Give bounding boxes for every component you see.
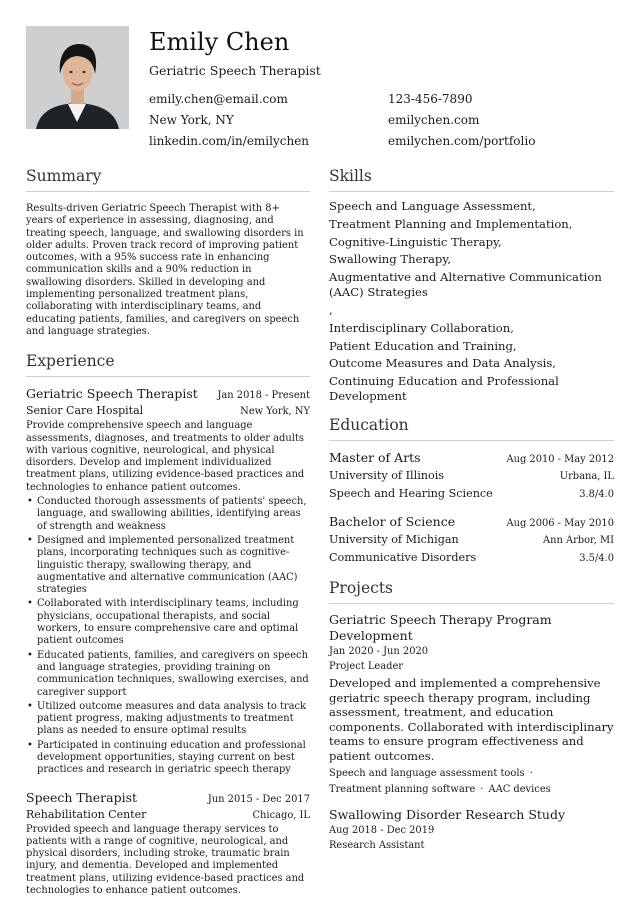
contact-email[interactable]: emily.chen@email.com bbox=[149, 92, 288, 106]
skill-item: Patient Education and Training, bbox=[329, 338, 517, 353]
contact-portfolio[interactable]: emilychen.com/portfolio bbox=[388, 134, 536, 148]
education-heading: Education bbox=[329, 415, 614, 441]
job-dates: Jun 2015 - Dec 2017 bbox=[207, 793, 310, 805]
project-tool: Speech and language assessment tools bbox=[329, 768, 525, 780]
project-tools bbox=[329, 766, 614, 798]
contact-website[interactable]: emilychen.com bbox=[388, 113, 480, 127]
edu-school: University of Illinois bbox=[329, 469, 445, 483]
job-bullet: • Participated in continuing education and professional development opportunities, staying current on best practices and research in geriatric speech therapy bbox=[26, 740, 310, 777]
job-bullet: • Designed and implemented personalized treatment plans, incorporating techniques such as cognitive-linguistic therapy, swallowing therapy, and augmentative and alternative communication (AAC) strategies bbox=[26, 535, 310, 596]
skill-item: Cognitive-Linguistic Therapy, bbox=[329, 234, 502, 249]
job-bullet: • Utilized outcome measures and data analysis to track patient progress, making adjustments to treatment plans as needed to ensure optimal results bbox=[26, 701, 310, 738]
left-column bbox=[26, 166, 310, 897]
edu-degree: Master of Arts bbox=[329, 450, 421, 466]
contact-linkedin[interactable]: linkedin.com/in/emilychen bbox=[149, 134, 310, 148]
skill-item: , bbox=[329, 302, 333, 317]
job-entry bbox=[26, 385, 310, 776]
edu-gpa: 3.5/4.0 bbox=[579, 553, 614, 565]
projects-heading: Projects bbox=[329, 578, 614, 604]
skills-heading: Skills bbox=[329, 166, 614, 192]
job-bullet: • Collaborated with interdisciplinary teams, including physicians, occupational therapists, and social workers, to ensure comprehensive care and optimal patient outcomes bbox=[26, 598, 310, 647]
project-entry bbox=[329, 612, 614, 798]
edu-field: Communicative Disorders bbox=[329, 551, 477, 565]
separator-dot: · bbox=[480, 784, 484, 796]
job-company: Rehabilitation Center bbox=[26, 807, 147, 821]
job-title: Geriatric Speech Therapist bbox=[26, 386, 198, 402]
job-location: New York, NY bbox=[240, 406, 310, 418]
job-location: Chicago, IL bbox=[252, 809, 310, 821]
job-company: Senior Care Hospital bbox=[26, 404, 144, 418]
edu-gpa: 3.8/4.0 bbox=[579, 489, 614, 501]
job-bullet: • Educated patients, families, and caregivers on speech and language strategies, providing training on communication techniques, swallowing exercises, and caregiver support bbox=[26, 650, 310, 699]
project-tool: Treatment planning software bbox=[329, 784, 476, 796]
summary-heading: Summary bbox=[26, 166, 310, 192]
project-dates: Aug 2018 - Dec 2019 bbox=[329, 825, 435, 837]
job-entry bbox=[26, 789, 310, 898]
edu-degree: Bachelor of Science bbox=[329, 514, 456, 530]
candidate-name: Emily Chen bbox=[149, 28, 290, 56]
project-tool: AAC devices bbox=[488, 784, 551, 796]
skill-item: Continuing Education and Professional Development bbox=[329, 374, 559, 404]
job-description: Provide comprehensive speech and language assessments, diagnoses, and treatments to older adults with various cognitive, neurological, and physical disorders. Develop and implement individualized treatment plans, utilizing evidence-based practices and technologies to enhance patient outcomes. bbox=[26, 420, 305, 493]
edu-location: Urbana, IL bbox=[559, 471, 614, 483]
project-description: Developed and implemented a comprehensive geriatric speech therapy program, including assessment, treatment, and education components. Collaborated with interdisciplinary teams to ensure program effectiveness and patient outcomes. bbox=[329, 676, 614, 763]
skills-list bbox=[329, 199, 614, 404]
job-description: Provided speech and language therapy services to patients with a range of cognitive, neurological, and physical disorders, including stroke, traumatic brain injury, and dementia. Developed and implemented treatment plans, utilizing evidence-based practices and technologies to enhance patient outcomes. bbox=[26, 823, 305, 897]
skill-item: Augmentative and Alternative Communication (AAC) Strategies bbox=[329, 270, 602, 300]
skill-item: Speech and Language Assessment, bbox=[329, 199, 536, 213]
skill-item: Swallowing Therapy, bbox=[329, 252, 452, 267]
candidate-title: Geriatric Speech Therapist bbox=[149, 63, 321, 78]
job-bullet: • Conducted thorough assessments of patients' speech, language, and swallowing abilities, identifying areas of strength and weakness bbox=[26, 496, 310, 533]
project-role: Project Leader bbox=[329, 661, 404, 673]
job-bullets bbox=[26, 496, 310, 777]
project-title: Geriatric Speech Therapy Program Development bbox=[329, 612, 552, 644]
edu-dates: Aug 2006 - May 2010 bbox=[506, 518, 614, 530]
skill-item: Treatment Planning and Implementation, bbox=[329, 216, 573, 231]
project-entry bbox=[329, 807, 614, 853]
education-entry bbox=[329, 513, 614, 567]
education-entry bbox=[329, 449, 614, 503]
contact-phone[interactable]: 123-456-7890 bbox=[388, 92, 473, 106]
experience-heading: Experience bbox=[26, 351, 310, 377]
contact-location: New York, NY bbox=[149, 113, 234, 127]
summary-text: Results-driven Geriatric Speech Therapist with 8+ years of experience in assessing, diagnosing, and treating speech, language, and swallowing disorders in older adults. Proven track record of improving patient outcomes, with a 95% success rate in enhancing communication skills and a 90% reduction in swallowing disorders. Skilled in developing and implementing personalized treatment plans, collaborating with interdisciplinary teams, and educating patients, families, and caregivers on speech and language strategies. bbox=[26, 203, 304, 337]
edu-location: Ann Arbor, MI bbox=[542, 535, 614, 547]
project-role: Research Assistant bbox=[329, 840, 425, 852]
project-dates: Jan 2020 - Jun 2020 bbox=[329, 646, 429, 658]
edu-school: University of Michigan bbox=[329, 533, 459, 547]
skill-item: Interdisciplinary Collaboration, bbox=[329, 320, 514, 335]
project-title: Swallowing Disorder Research Study bbox=[329, 807, 566, 823]
job-title: Speech Therapist bbox=[26, 789, 138, 805]
separator-dot: · bbox=[529, 768, 533, 780]
skill-item: Outcome Measures and Data Analysis, bbox=[329, 356, 556, 371]
edu-field: Speech and Hearing Science bbox=[329, 487, 493, 501]
profile-photo bbox=[26, 26, 129, 129]
job-dates: Jan 2018 - Present bbox=[217, 390, 310, 402]
edu-dates: Aug 2010 - May 2012 bbox=[506, 454, 614, 466]
right-column bbox=[329, 166, 614, 853]
